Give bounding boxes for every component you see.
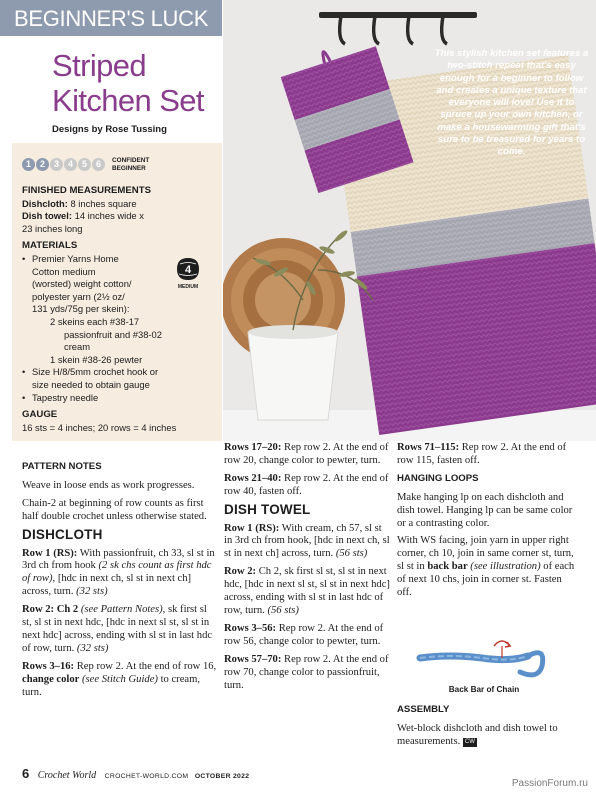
towel-rows-57-70 — [224, 654, 392, 693]
gauge-heading: GAUGE — [22, 409, 58, 421]
rows-57-70-text: Rep row 2. At the end of row 70, change color to passionfruit, turn. — [224, 653, 389, 691]
yarn-weight-icon — [174, 255, 202, 283]
section-banner — [0, 0, 222, 36]
dishcloth-row-1 — [22, 548, 217, 600]
hanging-loops-para-2 — [397, 535, 575, 600]
skill-dot-6: 6 — [92, 158, 105, 171]
plant-pot — [248, 332, 338, 420]
figure-caption: Back Bar of Chain — [448, 685, 520, 694]
gauge-text: 16 sts = 4 inches; 20 rows = 4 inches — [22, 421, 177, 433]
section-banner-text: BEGINNER'S LUCK — [14, 6, 209, 31]
skein-line-4: 1 skein #38-26 pewter — [50, 353, 143, 365]
towel-size-value-2: 23 inches long — [22, 222, 83, 234]
rows-71-115-label: Rows 71–115: — [397, 442, 460, 453]
back-bar-chain-illustration — [410, 632, 558, 686]
materials-heading: MATERIALS — [22, 240, 78, 252]
yarn-weight-number: 4 — [184, 264, 192, 276]
towel-row-2-count: (56 sts) — [267, 604, 299, 616]
dishcloth-size — [22, 198, 218, 211]
towel-row-2 — [224, 566, 392, 618]
towel-rows-3-56 — [224, 623, 392, 649]
hook-rail — [319, 12, 477, 18]
skill-dot-4: 4 — [64, 158, 77, 171]
pattern-note-1: Weave in loose ends as work progresses. — [22, 479, 195, 491]
rows-3-56-text: Rep row 2. At the end of row 56, change color to pewter, turn. — [224, 622, 384, 647]
skein-line-1: 2 skeins each #38-17 — [50, 315, 140, 327]
rows-3-16-text: Rep row 2. At the end of row 16, — [74, 660, 217, 672]
column-1 — [22, 457, 217, 705]
back-bar-term: back bar — [427, 561, 468, 573]
row-2-label: Row 2: — [22, 604, 55, 616]
yarn-line-1: • Premier Yarns Home — [32, 252, 119, 264]
rows-21-40-text: Rep row 2. At the end of row 40, fasten off. — [224, 472, 389, 497]
towel-row-1 — [224, 523, 392, 562]
title-line-1: Striped — [52, 48, 147, 83]
towel-row-1-count: (56 sts) — [335, 548, 368, 560]
change-color-term: change color — [22, 673, 80, 685]
assembly-heading: ASSEMBLY — [397, 704, 450, 715]
materials-needle: • Tapestry needle — [22, 392, 218, 405]
rows-57-70-label: Rows 57–70: — [224, 653, 282, 665]
end-mark-icon: CW — [464, 738, 475, 745]
assembly-section — [397, 700, 575, 754]
row-1-italic: (2 sk chs count as first hdc of row) — [22, 560, 212, 585]
watermark: PassionForum.ru — [511, 778, 588, 789]
designer-byline: Designs by Rose Tussing — [52, 124, 167, 135]
skill-dot-3: 3 — [50, 158, 63, 171]
dishcloth-rows-17-20 — [224, 442, 392, 468]
rows-21-40-label: Rows 21–40: — [224, 472, 282, 484]
page-footer — [22, 766, 249, 781]
row-1-label: Row 1 (RS): — [22, 547, 78, 559]
pattern-note-2: Chain-2 at beginning of row counts as first half double crochet unless otherwise stated. — [22, 497, 207, 522]
title-line-2: Kitchen Set — [52, 83, 204, 118]
dishcloth-heading: DISHCLOTH — [22, 526, 103, 542]
assembly-text — [397, 723, 575, 749]
rows-17-20-label: Rows 17–20: — [224, 442, 282, 453]
assembly-text-body: Wet-block dishcloth and dish towel to measurements. — [397, 722, 558, 747]
loops-text-a: With WS facing, join yarn in upper right corner, ch 10, join in same corner st, turn, sl st in — [397, 535, 574, 573]
rows-3-16-label: Rows 3–16: — [22, 660, 75, 672]
rows-71-115-text: Rep row 2. At the end of row 115, fasten off. — [397, 442, 567, 466]
towel-size-value: 14 inches wide x — [72, 210, 144, 222]
dishcloth-size-label: Dishcloth: — [22, 197, 68, 209]
towel-size — [22, 210, 218, 223]
see-illustration: (see illustration) — [467, 561, 541, 573]
article-title — [52, 48, 222, 118]
towel-rows-71-115 — [397, 442, 575, 468]
yarn-line-4: polyester yarn (2½ oz/ — [32, 290, 125, 302]
skill-dot-1: 1 — [22, 158, 35, 171]
skein-line-3: cream — [64, 341, 91, 353]
loops-text-b: of each of next 10 chs, join in corner st. Fasten off. — [397, 561, 575, 599]
hook-line-1: • Size H/8/5mm crochet hook or — [32, 366, 159, 378]
skill-label-line-2: BEGINNER — [112, 164, 146, 172]
dishcloth-rows-3-16 — [22, 661, 217, 700]
yarn-line-2: Cotton medium — [32, 265, 96, 277]
materials-hook — [22, 366, 218, 391]
skein-line-2: passionfruit and #38-02 — [64, 328, 162, 340]
dish-towel-heading: DISH TOWEL — [224, 501, 311, 517]
row-1-count: (32 sts) — [76, 586, 108, 598]
page-number: 6 — [22, 766, 30, 781]
hook-line-2: size needed to obtain gauge — [32, 378, 150, 390]
hanging-loops-para-1: Make hanging lp on each dishcloth and dish towel. Hanging lp can be same color or a contrasting color. — [397, 491, 573, 529]
towel-size-label: Dish towel: — [22, 210, 73, 222]
yarn-line-5: 131 yds/75g per skein): — [32, 303, 130, 315]
issue-date: OCTOBER 2022 — [194, 773, 250, 780]
yarn-weight-label: MEDIUM — [177, 284, 199, 290]
rows-17-20-text: Rep row 2. At the end of row 20, change color to pewter, turn. — [224, 442, 389, 466]
dishcloth-row-2 — [22, 604, 217, 656]
rows-3-16-end: to cream, turn. — [22, 673, 200, 698]
skill-label — [112, 157, 149, 172]
magazine-name: Crochet World — [37, 770, 97, 781]
hanging-loops-heading: HANGING LOOPS — [397, 472, 479, 484]
skill-dot-2: 2 — [36, 158, 49, 171]
column-3 — [397, 442, 575, 605]
row-1-text-b: , [hdc in next ch, sl st in next ch] across, turn. — [22, 573, 192, 598]
finished-measurements — [22, 185, 218, 434]
towel-row-1-text: With cream, ch 57, sl st in 3rd ch from hook, [hdc in next ch, sl st in next ch] across, turn. — [224, 522, 390, 560]
towel-row-1-label: Row 1 (RS): — [224, 522, 280, 534]
row-2-text: , sk first sl st, sl st in next hdc, [hdc in next sl st, sl st in next hdc] across, ending with sl st in last hdc of row, turn. — [22, 604, 213, 654]
see-stitch-guide: (see Stitch Guide) — [79, 673, 158, 685]
photo-caption: This stylish kitchen set features a two-stitch repeat that's easy enough for a beginner to follow and creates a unique texture that everyone will love! Use it to spruce up your own kitchen, or make a housewarming gift that's sure to be treasured for years to come. — [434, 48, 589, 158]
row-2-see-notes: (see Pattern Notes) — [80, 604, 163, 616]
row-2-ch: Ch 2 — [54, 604, 81, 616]
rows-3-56-label: Rows 3–56: — [224, 622, 277, 634]
magazine-website: CROCHET-WORLD.COM — [104, 773, 189, 780]
skill-level — [22, 157, 149, 172]
row-2-count: (32 sts) — [76, 642, 109, 654]
column-2 — [224, 442, 392, 697]
skill-label-line-1: CONFIDENT — [112, 157, 150, 164]
finished-heading: FINISHED MEASUREMENTS — [22, 185, 151, 196]
row-1-text-a: With passionfruit, ch 33, sl st in 3rd ch from hook — [22, 547, 215, 572]
towel-row-2-label: Row 2: — [224, 566, 257, 578]
skill-dot-5: 5 — [78, 158, 91, 171]
towel-row-2-text: Ch 2, sk first sl st, sl st in next hdc, [hdc in next sl st, sl st in next hdc] across, ending with sl st in last hdc of row, turn. — [224, 566, 390, 616]
dishcloth-rows-21-40 — [224, 473, 392, 499]
pattern-notes-heading: PATTERN NOTES — [22, 461, 102, 472]
yarn-line-3: (worsted) weight cotton/ — [32, 278, 132, 290]
dishcloth-size-value: 8 inches square — [67, 197, 137, 209]
